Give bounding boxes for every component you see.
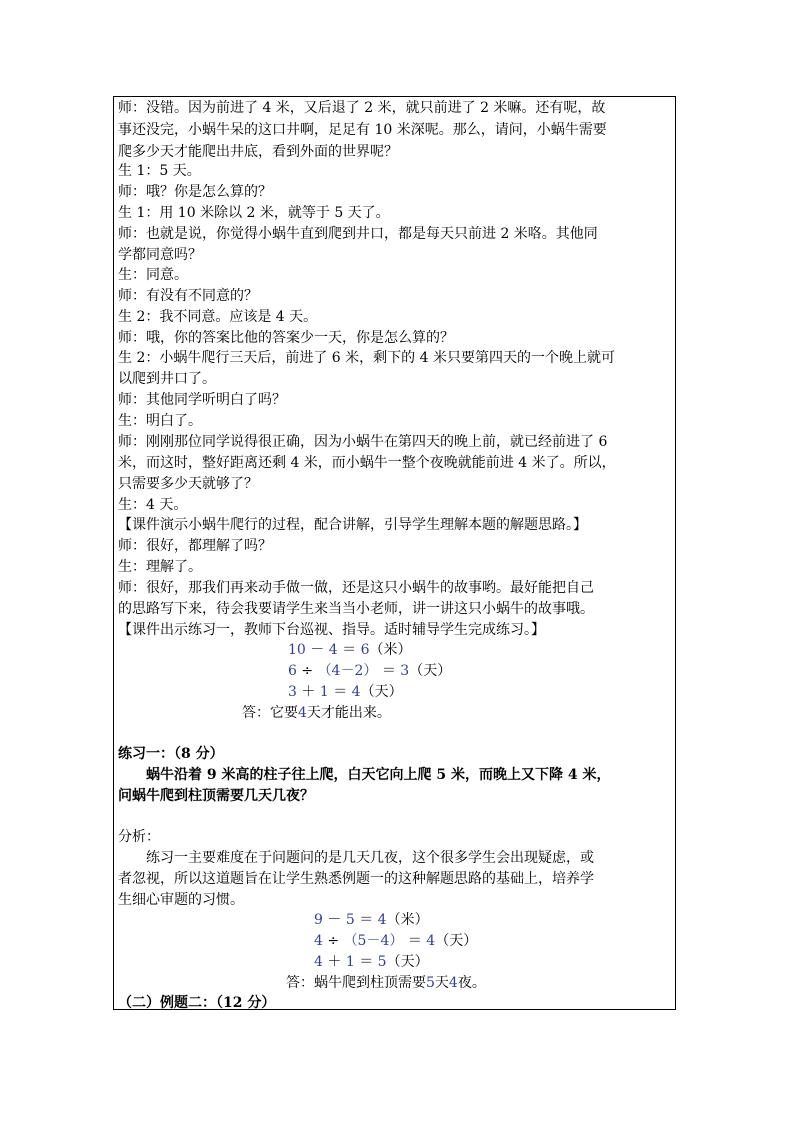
exercise1-question: 蜗牛沿着 9 米高的柱子往上爬，白天它向上爬 5 米，而晚上又下降 4 米， bbox=[146, 767, 611, 783]
text-line: 事还没完，小蜗牛呆的这口井啊，足足有 10 米深呢。那么，请问，小蜗牛需要 bbox=[118, 122, 607, 138]
exercise1-title: 练习一：（8 分） bbox=[118, 746, 224, 762]
calc2-line3: 4 ＋ 1 ＝ 5（天） bbox=[314, 954, 429, 970]
section-heading: （二）例题二：（12 分） bbox=[118, 995, 276, 1011]
text-line: 师：哦？你是怎么算的？ bbox=[118, 184, 272, 200]
text-line: 生 1：用 10 米除以 2 米，就等于 5 天了。 bbox=[118, 205, 390, 221]
text-line: 生 1：5 天。 bbox=[118, 163, 201, 179]
text-line: 以爬到井口了。 bbox=[118, 371, 216, 387]
calc2-line1: 9 － 5 ＝ 4（米） bbox=[314, 912, 429, 928]
calc1-line2: 6 ÷ （4－2） ＝ 3（天） bbox=[288, 663, 452, 679]
text-line: 只需要多少天就够了？ bbox=[118, 476, 258, 492]
calc2-line2: 4 ÷ （5－4） ＝ 4（天） bbox=[314, 933, 478, 949]
analysis-text: 练习一主要难度在于问题问的是几天几夜，这个很多学生会出现疑虑，或 bbox=[146, 850, 594, 866]
text-line: 学都同意吗？ bbox=[118, 247, 202, 263]
calc1-line3: 3 ＋ 1 ＝ 4（天） bbox=[288, 684, 403, 700]
text-line: 师：没错。因为前进了 4 米，又后退了 2 米，就只前进了 2 米嘛。还有呢，故 bbox=[118, 100, 606, 116]
text-line: 生 2：我不同意。应该是 4 天。 bbox=[118, 309, 318, 325]
text-line: 的思路写下来，待会我要请学生来当当小老师，讲一讲这只小蜗牛的故事哦。 bbox=[118, 601, 594, 617]
text-line: 生：4 天。 bbox=[118, 497, 188, 513]
calc1-line1: 10 － 4 ＝ 6（米） bbox=[288, 642, 412, 658]
text-line: 生：理解了。 bbox=[118, 559, 202, 575]
text-line: 师：其他同学听明白了吗？ bbox=[118, 392, 286, 408]
exercise1-question: 问蜗牛爬到柱顶需要几天几夜？ bbox=[118, 788, 314, 804]
text-line: 师：也就是说，你觉得小蜗牛直到爬到井口，都是每天只前进 2 米咯。其他同 bbox=[118, 226, 598, 242]
analysis-label: 分析： bbox=[118, 829, 160, 845]
calc2-answer: 答：蜗牛爬到柱顶需要5天4夜。 bbox=[286, 975, 486, 991]
analysis-text: 生细心审题的习惯。 bbox=[118, 892, 244, 908]
text-line: 生：同意。 bbox=[118, 267, 188, 283]
text-line: 师：很好，都理解了吗？ bbox=[118, 538, 272, 554]
text-line: 师：有没有不同意的？ bbox=[118, 288, 258, 304]
text-line: 爬多少天才能爬出井底，看到外面的世界呢？ bbox=[118, 144, 398, 160]
text-line: 师：哦，你的答案比他的答案少一天，你是怎么算的？ bbox=[118, 330, 454, 346]
analysis-text: 者忽视，所以这道题旨在让学生熟悉例题一的这种解题思路的基础上，培养学 bbox=[118, 871, 594, 887]
text-line: 生 2：小蜗牛爬行三天后，前进了 6 米，剩下的 4 米只要第四天的一个晚上就可 bbox=[118, 350, 615, 366]
text-line: 【课件出示练习一，教师下台巡视、指导。适时辅导学生完成练习。】 bbox=[118, 622, 545, 638]
text-line: 师：刚刚那位同学说得很正确，因为小蜗牛在第四天的晚上前，就已经前进了 6 bbox=[118, 434, 608, 450]
text-line: 师：很好，那我们再来动手做一做，还是这只小蜗牛的故事哟。最好能把自己 bbox=[118, 580, 594, 596]
calc1-answer: 答：它要4天才能出来。 bbox=[242, 705, 391, 721]
text-line: 生：明白了。 bbox=[118, 413, 202, 429]
text-line: 米，而这时，整好距离还剩 4 米，而小蜗牛一整个夜晚就能前进 4 米了。所以， bbox=[118, 455, 616, 471]
text-line: 【课件演示小蜗牛爬行的过程，配合讲解，引导学生理解本题的解题思路。】 bbox=[118, 517, 587, 533]
